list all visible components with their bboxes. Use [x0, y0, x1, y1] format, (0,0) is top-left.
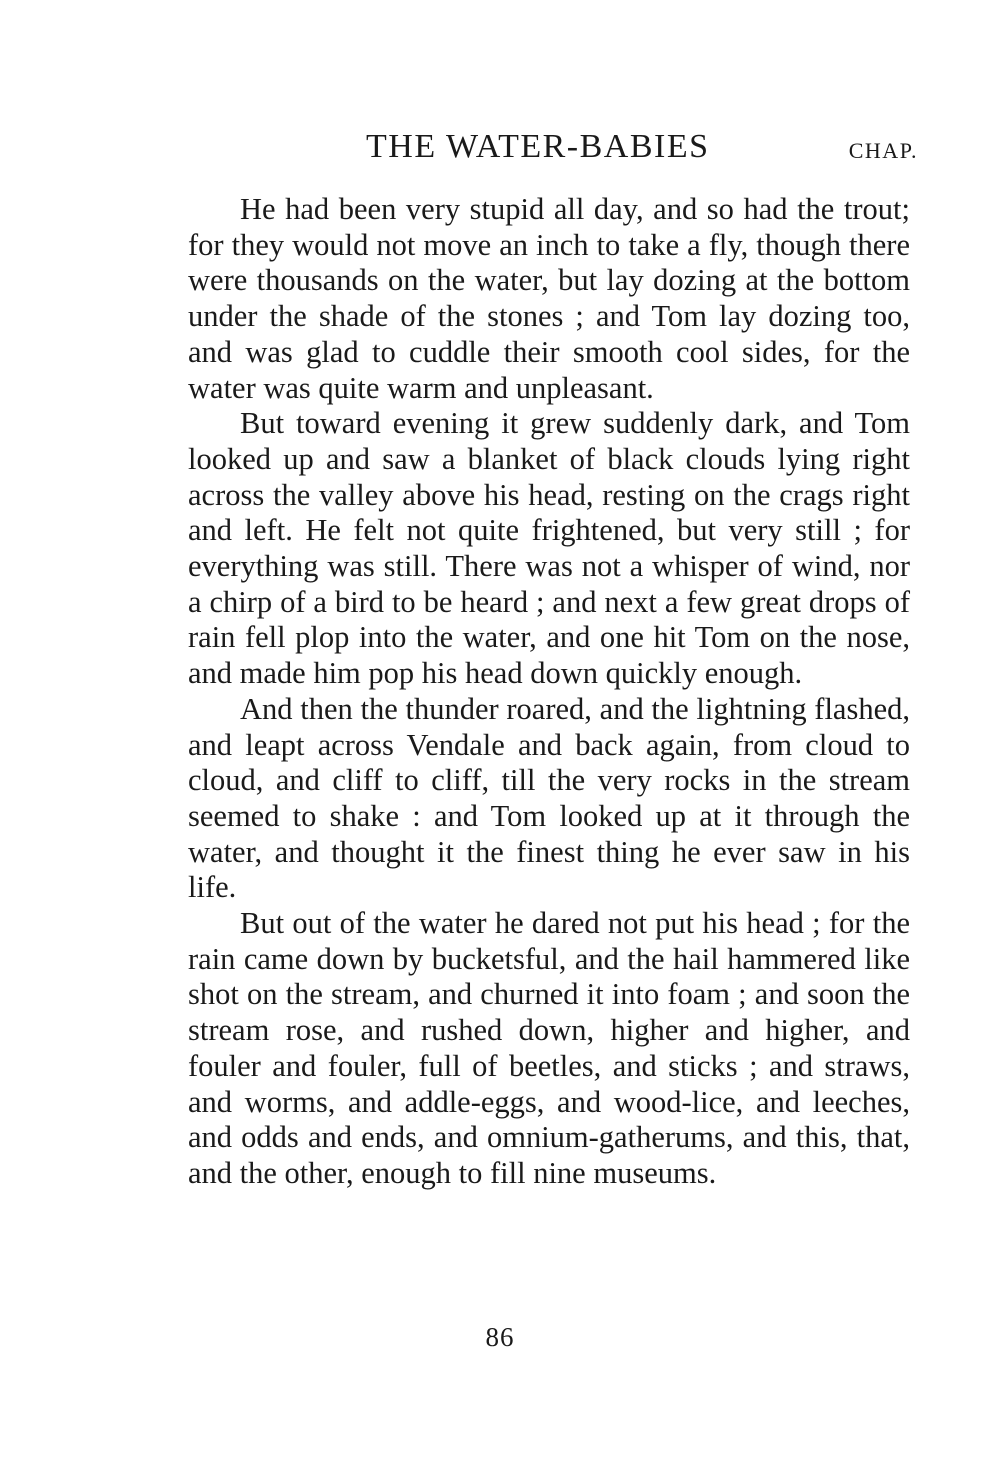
- page-number: 86: [485, 1322, 515, 1352]
- paragraph-4: But out of the water he dared not put his head ; for the rain came down by bucketsful, and the hail hammered like shot on the stream, and churned it into foam ; and soon the stream rose, and rushed down, higher and higher, and fouler and fouler, full of beetles, and sticks ; and straws, and worms, and addle-eggs, and wood-lice, and leeches, and odds and ends, and omnium-gatherums, and this, that, and the other, enough to fill nine museums.: [188, 906, 910, 1190]
- running-head: [188, 128, 918, 172]
- chapter-label: CHAP.: [848, 138, 918, 163]
- body-text: [188, 192, 910, 1192]
- paragraph-1: He had been very stupid all day, and so had the trout; for they would not move an inch to take a fly, though there were thousands on the water, but lay dozing at the bottom under the shade of the stones ; and Tom lay dozing too, and was glad to cuddle their smooth cool sides, for the water was quite warm and unpleasant.: [188, 192, 910, 405]
- running-title: THE WATER-BABIES: [366, 128, 710, 165]
- paragraph-3: And then the thunder roared, and the lightning flashed, and leapt across Vendale and back again, from cloud to cloud, and cliff to cliff, till the very rocks in the stream seemed to shake : and Tom looked up at it through the water, and thought it the finest thing he ever saw in his life.: [188, 691, 910, 905]
- paragraph-2: But toward evening it grew suddenly dark, and Tom looked up and saw a blanket of black clouds lying right across the valley above his head, resting on the crags right and left. He felt not quite frightened, but very still ; for everything was still. There was not a whisper of wind, nor a chirp of a bird to be heard ; and next a few great drops of rain fell plop into the water, and one hit Tom on the nose, and made him pop his head down quickly enough.: [188, 406, 910, 691]
